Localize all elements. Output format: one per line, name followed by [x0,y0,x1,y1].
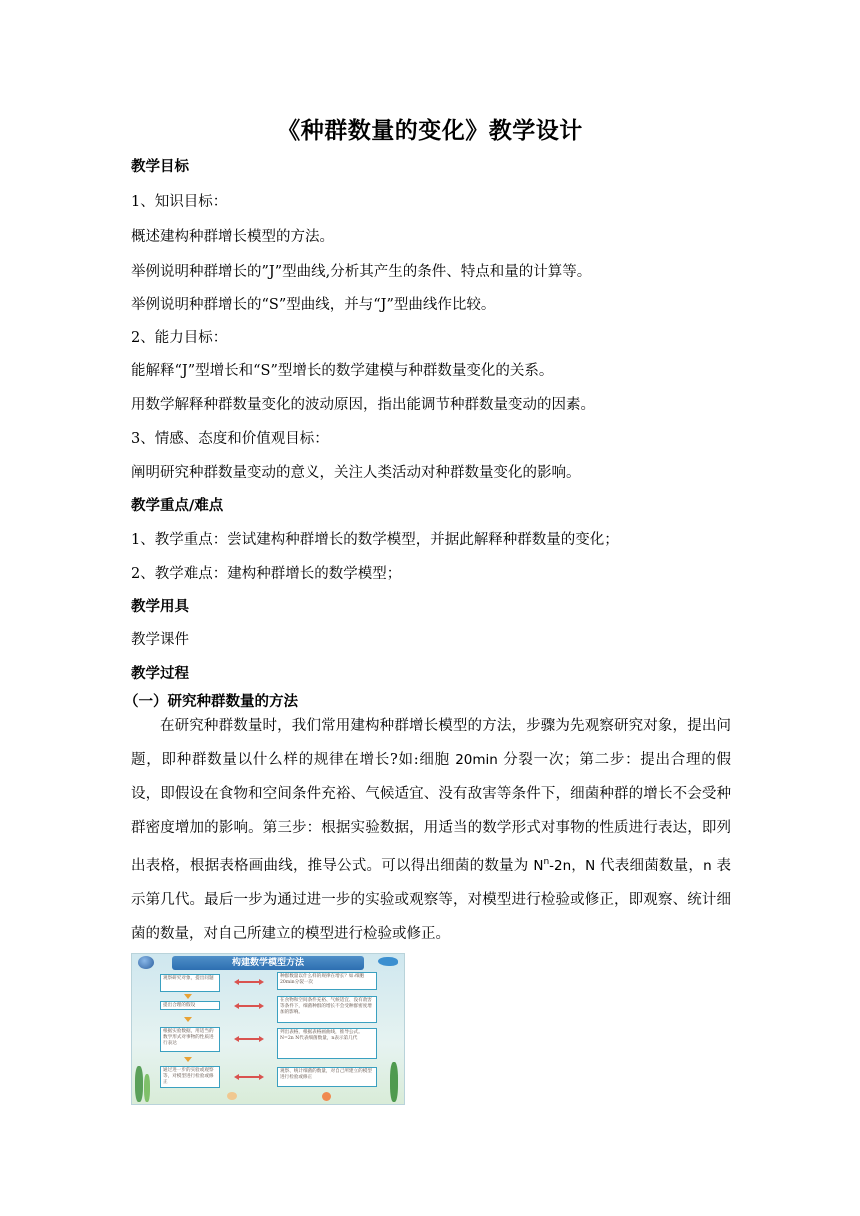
seaweed-icon [390,1062,398,1102]
slide-right-box: 列出表格，根据表格画曲线，推导公式。N=2n N代表细菌数量，n表示第几代 [277,1028,377,1059]
para-superscript: n [543,857,550,867]
dolphin-icon [378,957,398,966]
keypoints-heading: 教学重点/难点 [131,498,224,514]
para-latin: N [533,857,544,874]
para-text: 在研究种群数量时，我们常用建构种群增长模型的方法，步骤为先观察研究对象，提出问题，即种群数量以什么样的规律在增长?如:细胞 [131,718,731,768]
double-arrow-icon [234,980,264,984]
down-arrow-icon [184,994,192,999]
slide-left-box: 根据实验数据，用适当的数学形式对事物的性质进行表达 [160,1027,220,1052]
knowledge-heading: 1、知识目标： [131,194,228,210]
process-heading: 教学过程 [131,666,189,682]
model-method-slide-image [131,953,405,1105]
double-arrow-icon [234,1004,264,1008]
slide-right-box: 种群数量以什么样的规律在增长？如:细胞20min分裂一次 [277,972,377,990]
slide-left-box: 观察研究对象，提出问题 [160,974,220,992]
document-title: 《种群数量的变化》教学设计 [277,118,583,144]
seaweed-icon [144,1074,150,1102]
para-latin: n [703,857,712,874]
slide-right-box: 在食物和空间条件充裕、气候适宜、没有敌害等条件下，细菌种群的增长不会受种群密度增加的影响。 [277,996,377,1023]
process-paragraph [131,709,731,951]
para-text: 表示第几代。最后一步为通过进一步的实验或观察等，对模型进行检验或修正，即观察、统计细菌的数量，对自己所建立的模型进行检验或修正。 [131,857,732,942]
keypoint-item: 2、教学难点：建构种群增长的数学模型； [131,566,402,582]
knowledge-item: 概述建构种群增长模型的方法。 [131,229,334,245]
para-latin: 20min [455,752,498,768]
para-latin: -2n，N [549,857,596,874]
seaweed-icon [135,1066,143,1102]
process-sub-heading: （一）研究种群数量的方法 [124,694,298,710]
goals-heading: 教学目标 [131,159,189,175]
knowledge-item: 举例说明种群增长的”J”型曲线,分析其产生的条件、特点和量的计算等。 [131,264,592,280]
slide-left-box: 提出合理的假设 [160,1001,220,1010]
knowledge-item: 举例说明种群增长的“S”型曲线，并与“J”型曲线作比较。 [131,297,496,313]
down-arrow-icon [184,1057,192,1062]
attitude-heading: 3、情感、态度和价值观目标： [131,431,329,447]
para-text: 分裂一次；第二步：提出合理的假设，即假设在食物和空间条件充裕、气候适宜、没有敌害等条件下，细菌种群的增长不会受种群密度增加的影响。第三步：根据实验数据，用适当的数学形式对事物的性质进行表达，即列出表格，根据表格画曲线，推导公式。可以得出细菌的数量为 [131,752,731,874]
ability-heading: 2、能力目标： [131,330,228,346]
slide-title: 构建数学模型方法 [172,956,364,970]
ball-icon [138,956,154,969]
attitude-item: 阐明研究种群数量变动的意义，关注人类活动对种群数量变化的影响。 [131,465,581,481]
down-arrow-icon [184,1017,192,1022]
starfish-icon [322,1092,331,1101]
tools-heading: 教学用具 [131,599,189,615]
double-arrow-icon [234,1037,264,1041]
para-text: 代表细菌数量， [595,857,704,874]
keypoint-item: 1、教学重点：尝试建构种群增长的数学模型，并据此解释种群数量的变化； [131,532,619,548]
ability-item: 能解释“J”型增长和“S”型增长的数学建模与种群数量变化的关系。 [131,363,554,379]
slide-left-box: 通过进一步的实验或观察等，对模型进行检验或修正 [160,1066,220,1088]
slide-right-box: 观察、统计细菌的数量，对自己所建立的模型进行检验或修正 [277,1067,377,1087]
tools-text: 教学课件 [131,632,189,648]
double-arrow-icon [234,1075,264,1079]
shell-icon [227,1092,237,1100]
ability-item: 用数学解释种群数量变化的波动原因，指出能调节种群数量变动的因素。 [131,397,595,413]
